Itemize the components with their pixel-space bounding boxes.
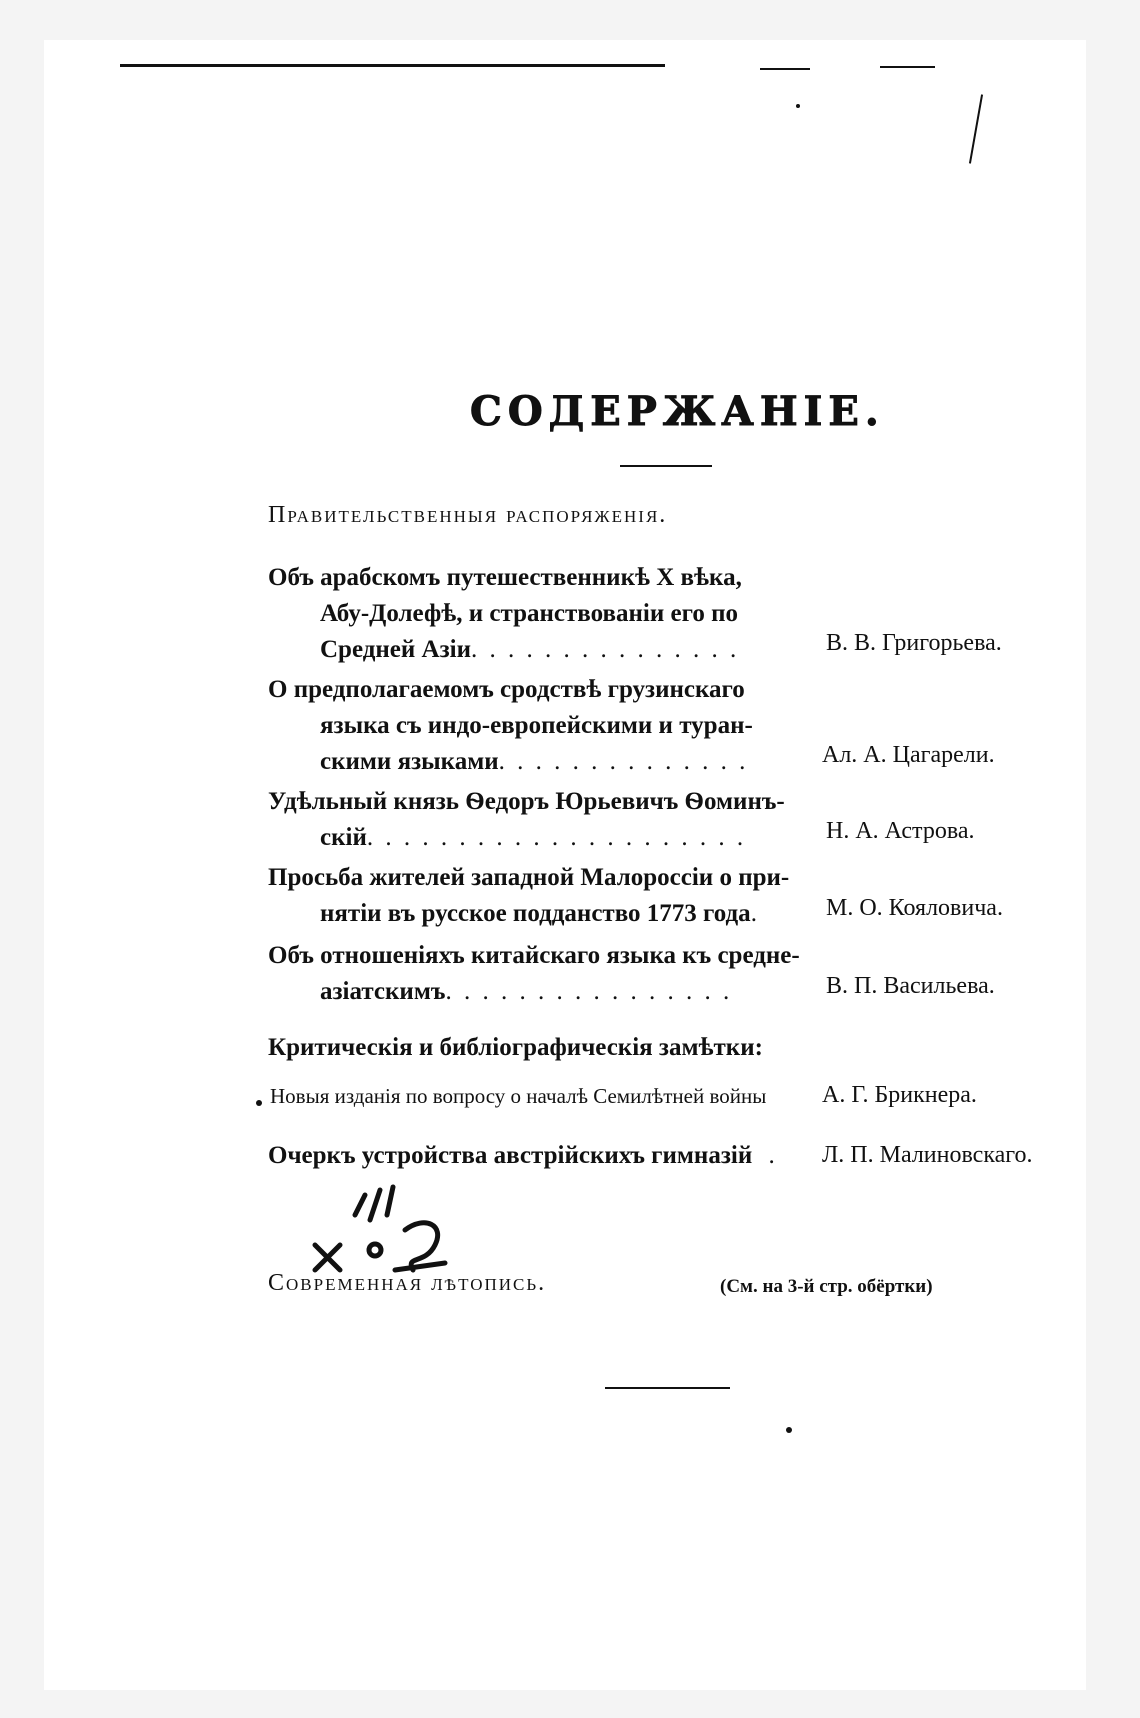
print-speck <box>796 104 800 108</box>
critical-notes-title: Критическія и библіографическія замѣтки: <box>268 1034 763 1061</box>
page-title: СОДЕРЖАНІЕ. <box>470 388 885 435</box>
entry-author: В. П. Васильева. <box>826 973 995 999</box>
print-speck <box>256 1100 262 1106</box>
entry-author: Л. П. Малиновскаго. <box>822 1142 1033 1168</box>
dot-leader: . . . . . . . . . . . . . . . . . . . . . <box>366 824 747 851</box>
heading-underline <box>620 465 712 467</box>
dot-leader: . . . . . . . . . . . . . . <box>498 748 749 775</box>
entry-title-line: Объ арабскомъ путешественникѣ X вѣка, <box>268 564 742 591</box>
entry-title-line: Абу-Долефѣ, и странствованіи его по <box>320 600 738 627</box>
entry-title-line: азіатскимъ <box>320 978 446 1005</box>
critical-item-title: Очеркъ устройства австрійскихъ гимназій <box>268 1142 753 1169</box>
top-rule <box>120 64 665 67</box>
top-rule-dash <box>880 66 935 68</box>
section-government: Правительственныя распоряженія. <box>268 502 668 528</box>
top-rule-dash <box>760 68 810 70</box>
entry-title-line: О предполагаемомъ сродствѣ грузинскаго <box>268 676 745 703</box>
bottom-rule <box>605 1387 730 1389</box>
dot-leader: . <box>768 1142 775 1169</box>
chronicle-note: (См. на 3-й стр. обёртки) <box>720 1276 933 1297</box>
section-chronicle: Современная лѣтопись. <box>268 1270 547 1296</box>
entry-title-line: языка съ индо-европейскими и туран- <box>320 712 753 739</box>
dot-leader: . . . . . . . . . . . . . . . . <box>445 978 733 1005</box>
entry-author: Н. А. Астрова. <box>826 818 975 844</box>
entry-title-line: Средней Азіи <box>320 636 471 663</box>
entry-title-line: Удѣльный князь Ѳедоръ Юрьевичъ Ѳоминъ- <box>268 788 785 815</box>
entry-title-line: скій <box>320 824 367 851</box>
dot-leader: . . . . . . . . . . . . . . . <box>470 636 740 663</box>
entry-author: М. О. Кояловича. <box>826 895 1003 921</box>
entry-title-line: нятіи въ русское подданство 1773 года <box>320 900 751 927</box>
library-stamp <box>295 1175 465 1285</box>
print-speck <box>786 1427 792 1433</box>
critical-item: Новыя изданія по вопросу о началѣ Семилѣтней войны <box>270 1084 767 1108</box>
entry-author: А. Г. Брикнера. <box>822 1082 977 1108</box>
entry-author: В. В. Григорьева. <box>826 630 1002 656</box>
entry-title-line: Просьба жителей западной Малороссіи о при- <box>268 864 790 891</box>
entry-title-line: Объ отношеніяхъ китайскаго языка къ средне- <box>268 942 800 969</box>
entry-author: Ал. А. Цагарели. <box>822 742 995 768</box>
dot-leader: . <box>750 900 760 927</box>
entry-title-line: скими языками <box>320 748 499 775</box>
